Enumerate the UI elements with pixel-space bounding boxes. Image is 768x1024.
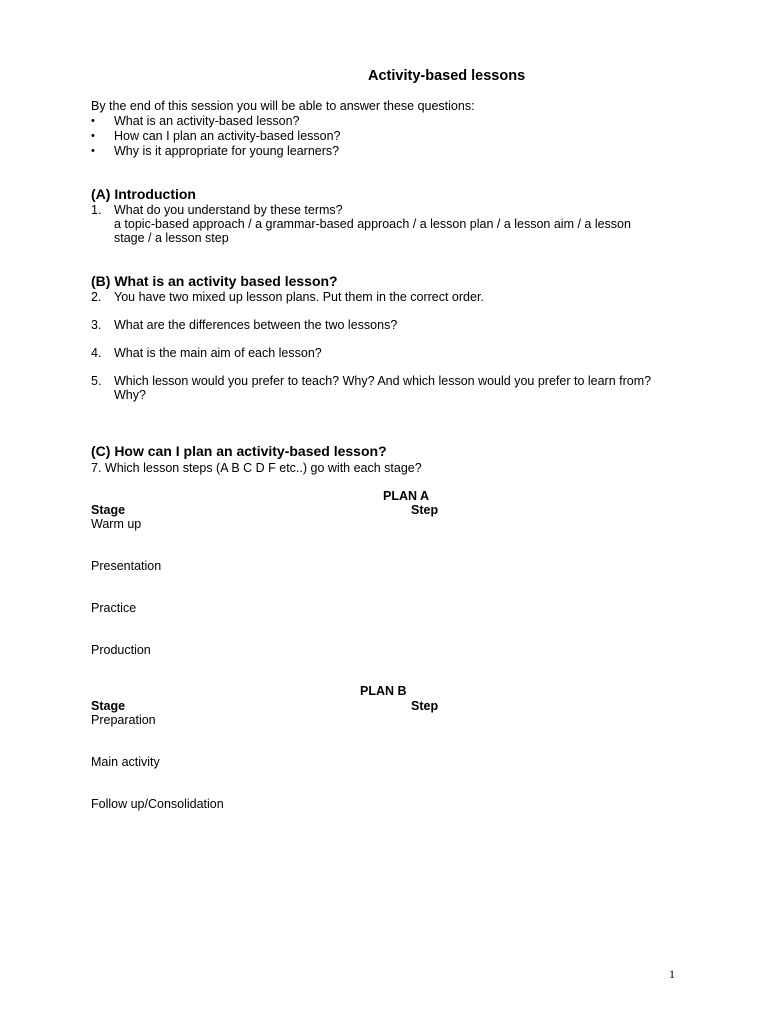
question-number: 3. — [91, 318, 102, 332]
bullet-icon: • — [91, 145, 95, 157]
section-b-heading: (B) What is an activity based lesson? — [91, 273, 338, 289]
question-1: What do you understand by these terms? — [114, 203, 343, 217]
intro-lead: By the end of this session you will be able to answer these questions: — [91, 99, 475, 113]
plan-a-stage: Presentation — [91, 559, 162, 573]
bullet-icon: • — [91, 130, 95, 142]
section-c-heading: (C) How can I plan an activity-based lesson? — [91, 443, 387, 459]
section-a-heading: (A) Introduction — [91, 186, 196, 202]
page-number: 1 — [669, 967, 675, 981]
page-title: Activity-based lessons — [368, 68, 526, 84]
intro-bullet-3: Why is it appropriate for young learners? — [114, 144, 340, 158]
question-5-continued: Why? — [114, 388, 146, 402]
question-5: Which lesson would you prefer to teach? Why? And which lesson would you prefer to learn from? — [114, 374, 652, 388]
question-number: 4. — [91, 346, 102, 360]
bullet-icon: • — [91, 115, 95, 127]
plan-a-stage: Practice — [91, 601, 137, 615]
plan-a-title: PLAN A — [383, 489, 430, 503]
plan-a-step-header: Step — [411, 503, 439, 517]
plan-a-stage-header: Stage — [91, 503, 126, 517]
intro-bullet-1: What is an activity-based lesson? — [114, 114, 300, 128]
question-number: 5. — [91, 374, 102, 388]
intro-bullet-2: How can I plan an activity-based lesson? — [114, 129, 341, 143]
plan-a-stage: Warm up — [91, 517, 142, 531]
question-7: 7. Which lesson steps (A B C D F etc..) go with each stage? — [91, 461, 422, 475]
plan-b-stage-header: Stage — [91, 699, 126, 713]
question-1-terms-line-2: stage / a lesson step — [114, 231, 229, 245]
plan-b-step-header: Step — [411, 699, 439, 713]
question-4: What is the main aim of each lesson? — [114, 346, 322, 360]
plan-a-stage: Production — [91, 643, 151, 657]
question-1-terms-line-1: a topic-based approach / a grammar-based approach / a lesson plan / a lesson aim / a lesson — [114, 217, 631, 231]
question-number: 1. — [91, 203, 102, 217]
plan-b-title: PLAN B — [360, 684, 407, 698]
question-number: 2. — [91, 290, 102, 304]
question-3: What are the differences between the two lessons? — [114, 318, 398, 332]
plan-b-stage: Follow up/Consolidation — [91, 797, 224, 811]
question-2: You have two mixed up lesson plans. Put them in the correct order. — [114, 290, 484, 304]
plan-b-stage: Preparation — [91, 713, 156, 727]
plan-b-stage: Main activity — [91, 755, 160, 769]
